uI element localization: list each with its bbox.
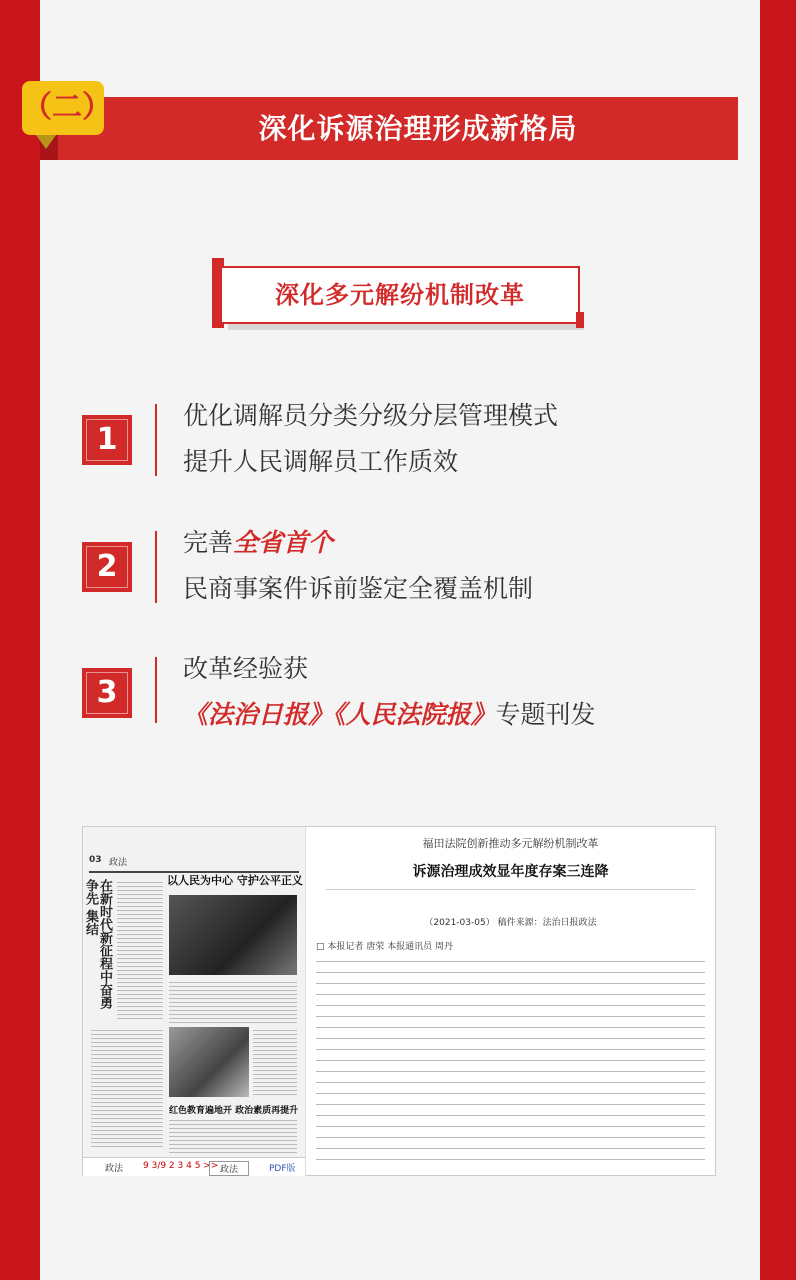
section-header-bar bbox=[58, 97, 738, 160]
article-divider bbox=[326, 889, 695, 890]
newspaper-text-block bbox=[253, 1027, 297, 1097]
item-divider-1 bbox=[155, 404, 157, 476]
newspaper-page-number: 03 bbox=[89, 855, 102, 865]
article-title: 诉源治理成效显年度存案三连降 bbox=[412, 864, 609, 880]
section-number-badge: （二） bbox=[22, 81, 104, 135]
item-1-line1: 优化调解员分类分级分层管理模式 bbox=[183, 401, 559, 430]
newspaper-text-block bbox=[169, 979, 297, 1023]
newspaper-text-block bbox=[169, 1117, 297, 1153]
item-number-2: 2 bbox=[82, 542, 132, 592]
item-number-3: 3 bbox=[82, 668, 132, 718]
newspaper-screenshot bbox=[82, 826, 716, 1176]
article-pretitle: 福田法院创新推动多元解纷机制改革 bbox=[422, 837, 599, 850]
item-2-line1 bbox=[183, 520, 533, 566]
newspaper-text-column bbox=[117, 879, 163, 1019]
newspaper-text-column bbox=[91, 1027, 163, 1147]
article-pane bbox=[306, 827, 715, 1175]
item-1-text bbox=[183, 393, 558, 485]
item-number-1: 1 bbox=[82, 415, 132, 465]
section-badge-tail bbox=[36, 135, 56, 149]
item-3-line2 bbox=[183, 692, 596, 738]
section-title: 深化诉源治理形成新格局 bbox=[258, 112, 578, 145]
item-2-text bbox=[183, 520, 533, 612]
newspaper-vertical-headline: 在新时代新征程中奋勇争先 集结 bbox=[83, 879, 112, 1009]
newspaper-photo-1 bbox=[169, 895, 297, 975]
item-2-line1-prefix: 完善 bbox=[183, 528, 234, 557]
item-divider-2 bbox=[155, 531, 157, 603]
item-divider-3 bbox=[155, 657, 157, 723]
item-3-text bbox=[183, 646, 596, 738]
newspaper-page-thumbnail bbox=[83, 827, 306, 1175]
item-2-line2: 民商事案件诉前鉴定全覆盖机制 bbox=[183, 574, 534, 603]
item-1-line2: 提升人民调解员工作质效 bbox=[183, 447, 459, 476]
newspaper-nav-pages[interactable]: 9 3/9 2 3 4 5 >> bbox=[143, 1161, 219, 1171]
article-byline: □ 本报记者 唐荣 本报通讯员 周丹 bbox=[316, 942, 453, 952]
item-3-line2-suffix: 专题刊发 bbox=[495, 700, 596, 729]
item-3-emphasis: 《法治日报》《人民法院报》 bbox=[183, 700, 496, 729]
item-3-line1: 改革经验获 bbox=[183, 654, 309, 683]
newspaper-nav-bar bbox=[83, 1157, 305, 1176]
item-2-emphasis: 全省首个 bbox=[233, 528, 334, 557]
article-body-text bbox=[316, 955, 705, 1169]
newspaper-headline-second: 红色教育遍地开 政治素质再提升 bbox=[169, 1106, 299, 1116]
newspaper-nav-select[interactable]: 政法 bbox=[209, 1161, 249, 1176]
subtitle-shadow bbox=[228, 324, 584, 330]
newspaper-headline-main: 以人民为中心 守护公平正义 bbox=[167, 874, 303, 887]
subtitle-box: 深化多元解纷机制改革 bbox=[220, 266, 580, 324]
article-date-source: （2021-03-05） 稿件来源：法治日报政法 bbox=[424, 918, 597, 928]
newspaper-section-label: 政法 bbox=[109, 858, 128, 868]
newspaper-photo-2 bbox=[169, 1027, 249, 1097]
newspaper-pdf-link[interactable]: PDF版 bbox=[269, 1164, 296, 1174]
subtitle-accent-right bbox=[576, 312, 584, 328]
newspaper-nav-section[interactable]: 政法 bbox=[105, 1164, 124, 1174]
